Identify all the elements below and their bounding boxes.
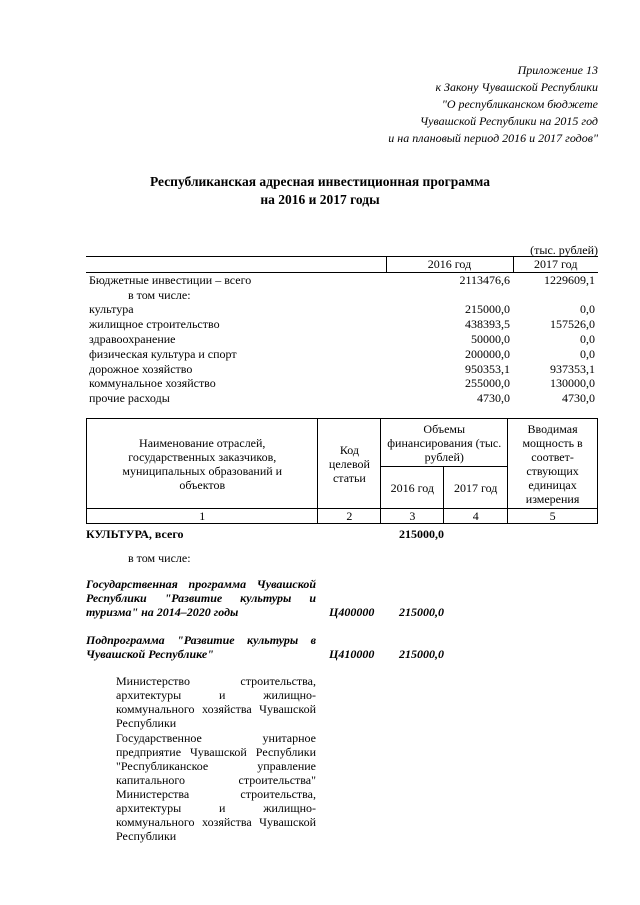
header-capacity-column: Вводимая мощность в соответ-ствующих единицах измерения — [508, 419, 598, 509]
summary-value-2017: 0,0 — [580, 331, 595, 346]
summary-value-2017: 130000,0 — [550, 376, 595, 391]
summary-row — [86, 288, 598, 303]
summary-label: прочие расходы — [89, 391, 170, 406]
summary-row — [86, 302, 598, 317]
summary-label: Бюджетные инвестиции – всего — [89, 272, 252, 287]
summary-value-2016: 255000,0 — [465, 376, 510, 391]
header-name-column: Наименование отраслей, государственных заказчиков, муниципальных образований и объектов — [87, 419, 318, 509]
appendix-line: и на плановый период 2016 и 2017 годов" — [388, 131, 598, 145]
summary-row — [86, 362, 598, 377]
header-2017: 2017 год — [444, 467, 508, 509]
summary-row — [86, 376, 598, 391]
summary-header-empty — [86, 257, 386, 273]
enterprise-label: Государственное унитарное предприятие Чувашской Республики "Республиканское управление капитального строительства" Министерства строительства, архитектуры и жилищно-коммунального хозяйства Чувашской Республики — [116, 731, 316, 843]
summary-value-2017: 0,0 — [580, 346, 595, 361]
summary-value-2017 — [513, 288, 598, 303]
summary-label: жилищное строительство — [89, 317, 220, 332]
summary-value-2016: 2113476,6 — [459, 272, 510, 287]
summary-row — [86, 272, 598, 287]
appendix-line: "О республиканском бюджете — [441, 97, 598, 111]
summary-value-2016 — [386, 288, 513, 303]
investment-table-header — [86, 418, 598, 524]
column-number: 5 — [508, 509, 598, 524]
program-label: Государственная программа Чувашской Республики "Развитие культуры и туризма" на 2014–2020 годы — [86, 577, 316, 619]
appendix-line: к Закону Чувашской Республики — [435, 80, 598, 94]
summary-row — [86, 317, 598, 332]
appendix-line: Приложение 13 — [517, 63, 598, 77]
appendix-block — [388, 62, 598, 147]
summary-header-2016: 2016 год — [386, 257, 513, 273]
header-code-column: Код целевой статьи — [318, 419, 381, 509]
column-number: 2 — [318, 509, 381, 524]
document-title — [0, 173, 640, 209]
appendix-line: Чувашской Республики на 2015 год — [419, 114, 598, 128]
summary-value-2017: 0,0 — [580, 302, 595, 317]
summary-value-2017: 1229609,1 — [544, 272, 595, 287]
column-number: 1 — [87, 509, 318, 524]
ministry-label: Министерство строительства, архитектуры и жилищно-коммунального хозяйства Чувашской Республики — [116, 674, 316, 730]
summary-label: здравоохранение — [89, 331, 176, 346]
program-2016: 215000,0 — [399, 605, 444, 619]
summary-label: культура — [89, 302, 134, 317]
title-line: Республиканская адресная инвестиционная программа — [149, 174, 491, 189]
in-that-number-label: в том числе: — [128, 551, 191, 565]
culture-total-label: КУЛЬТУРА, всего — [86, 527, 184, 541]
summary-header-row — [86, 257, 598, 273]
summary-header-2017: 2017 год — [513, 257, 598, 273]
summary-table — [86, 256, 598, 406]
summary-row — [86, 347, 598, 362]
summary-label: физическая культура и спорт — [89, 346, 237, 361]
summary-row — [86, 332, 598, 347]
summary-value-2017: 4730,0 — [562, 391, 595, 406]
summary-value-2016: 4730,0 — [477, 391, 510, 406]
summary-value-2016: 950353,1 — [465, 361, 510, 376]
subprogram-2016: 215000,0 — [399, 647, 444, 661]
title-line: на 2016 и 2017 годы — [260, 192, 380, 207]
summary-label: коммунальное хозяйство — [89, 376, 216, 391]
culture-total-2016: 215000,0 — [399, 527, 444, 541]
summary-value-2016: 200000,0 — [465, 346, 510, 361]
column-number: 4 — [444, 509, 508, 524]
summary-value-2016: 50000,0 — [471, 331, 510, 346]
column-number: 3 — [381, 509, 444, 524]
summary-label: дорожное хозяйство — [89, 361, 193, 376]
summary-value-2016: 215000,0 — [465, 302, 510, 317]
subprogram-code: Ц410000 — [329, 647, 375, 661]
header-volumes-column: Объемы финансирования (тыс. рублей) — [381, 419, 508, 467]
summary-value-2016: 438393,5 — [465, 317, 510, 332]
summary-label: в том числе: — [128, 287, 191, 302]
program-code: Ц400000 — [329, 605, 375, 619]
subprogram-label: Подпрограмма "Развитие культуры в Чувашской Республике" — [86, 633, 316, 661]
header-2016: 2016 год — [381, 467, 444, 509]
summary-value-2017: 157526,0 — [550, 317, 595, 332]
summary-value-2017: 937353,1 — [550, 361, 595, 376]
summary-row — [86, 391, 598, 406]
units-label: (тыс. рублей) — [530, 243, 598, 257]
